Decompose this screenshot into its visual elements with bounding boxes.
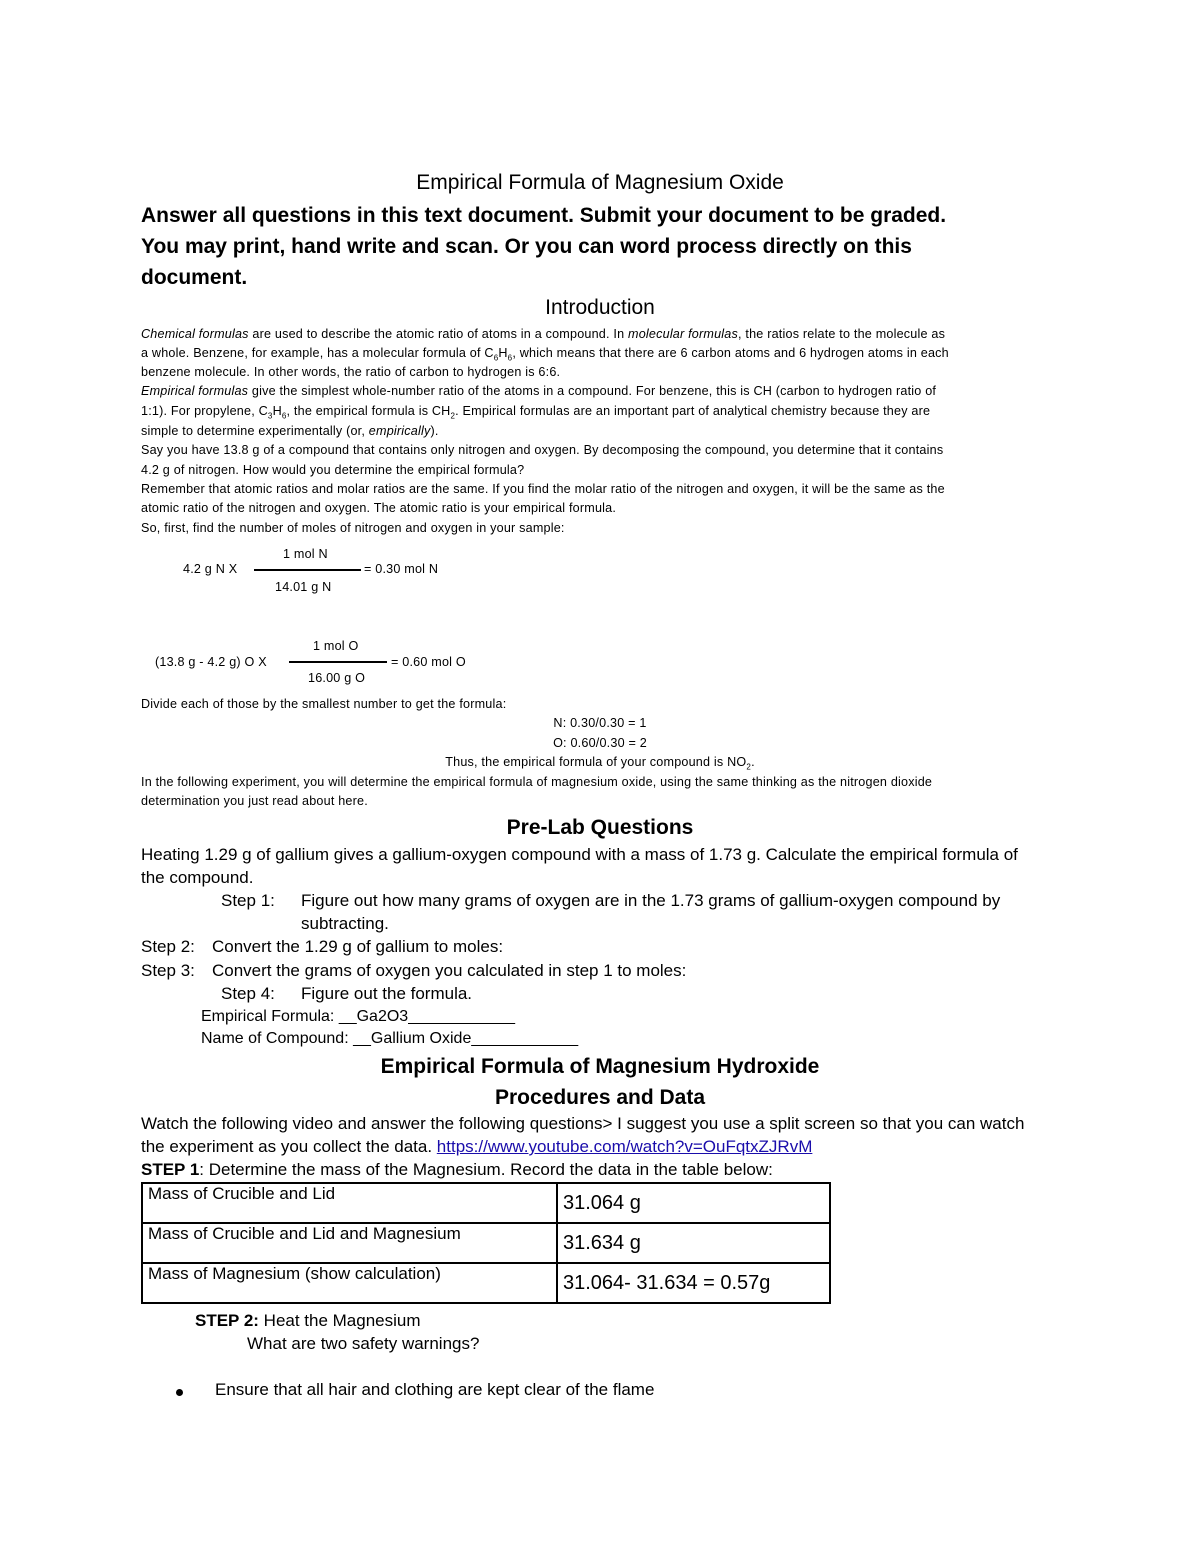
step1-instruction xyxy=(141,1160,773,1180)
step1-label: Step 1: xyxy=(221,891,275,910)
step2-label: Step 2: xyxy=(141,937,195,956)
prelab-question-line-1: Heating 1.29 g of gallium gives a gallium-oxygen compound with a mass of 1.73 g. Calculate the empirical formula of xyxy=(141,845,1018,864)
intro-line-9: Remember that atomic ratios and molar ratios are the same. If you find the molar ratio of the nitrogen and oxygen, it will be the same as the xyxy=(141,482,945,496)
step4-label: Step 4: xyxy=(221,984,275,1003)
watch-text: the experiment as you collect the data. xyxy=(141,1137,437,1156)
compound-name-answer[interactable] xyxy=(201,1030,578,1048)
o-ratio: O: 0.60/0.30 = 2 xyxy=(553,736,647,750)
safety-question: What are two safety warnings? xyxy=(247,1334,480,1353)
intro-text: ). xyxy=(430,424,439,438)
empirical-formula-value[interactable]: __Ga2O3____________ xyxy=(338,1008,515,1025)
magnesium-mass-table xyxy=(141,1182,831,1304)
subscript: 3 xyxy=(267,411,273,421)
step4-text: Figure out the formula. xyxy=(301,984,473,1003)
bullet-icon xyxy=(176,1389,183,1396)
eq-n-numerator: 1 mol N xyxy=(283,547,328,561)
intro-line-3: benzene molecule. In other words, the ratio of carbon to hydrogen is 6:6. xyxy=(141,365,561,379)
divide-intro: Divide each of those by the smallest number to get the formula: xyxy=(141,697,507,711)
intro-text: are used to describe the atomic ratio of atoms in a compound. In xyxy=(248,327,629,341)
document-title: Empirical Formula of Magnesium Oxide xyxy=(416,171,784,194)
subscript: 2 xyxy=(746,762,752,772)
intro-line-5 xyxy=(141,404,930,421)
watch-line-2 xyxy=(141,1137,812,1157)
intro-text: , which means that there are 6 carbon atoms and 6 hydrogen atoms in each xyxy=(512,346,949,360)
table-row xyxy=(142,1183,830,1223)
table-row xyxy=(142,1263,830,1303)
intro-line-7: Say you have 13.8 g of a compound that contains only nitrogen and oxygen. By decomposing the compound, you determine that it contains xyxy=(141,443,944,457)
term-molecular-formulas: molecular formulas xyxy=(628,327,738,341)
subscript: 6 xyxy=(281,411,287,421)
procedures-heading-1: Empirical Formula of Magnesium Hydroxide xyxy=(380,1055,820,1078)
intro-line-11: So, first, find the number of moles of nitrogen and oxygen in your sample: xyxy=(141,521,565,535)
intro-line-10: atomic ratio of the nitrogen and oxygen. The atomic ratio is your empirical formula. xyxy=(141,501,617,515)
step2-instruction-text: Heat the Magnesium xyxy=(258,1311,421,1330)
intro-text: , the ratios relate to the molecule as xyxy=(738,327,946,341)
step1-text-cont: subtracting. xyxy=(301,914,389,933)
intro-line-2 xyxy=(141,346,949,363)
empirical-formula-label: Empirical Formula: xyxy=(201,1008,339,1025)
step1-heading: STEP 1 xyxy=(141,1160,200,1179)
intro-text: give the simplest whole-number ratio of the atoms in a compound. For benzene, this is CH (carbon to hydrogen ratio of xyxy=(248,384,937,398)
subscript: 6 xyxy=(493,353,499,363)
eq-n-result: = 0.30 mol N xyxy=(364,562,439,576)
result-text: . xyxy=(751,755,755,769)
intro-text: a whole. Benzene, for example, has a molecular formula of C xyxy=(141,346,494,360)
intro-line-4 xyxy=(141,384,936,398)
video-link[interactable]: https://www.youtube.com/watch?v=OuFqtxZJRvM xyxy=(436,1137,813,1156)
table-row xyxy=(142,1223,830,1263)
safety-answer-1[interactable]: Ensure that all hair and clothing are kept clear of the flame xyxy=(215,1380,655,1399)
step2-instruction xyxy=(195,1311,421,1331)
eq-n-left: 4.2 g N X xyxy=(183,562,238,576)
term-empirical-formulas: Empirical formulas xyxy=(141,384,249,398)
subscript: 6 xyxy=(507,353,513,363)
step2-text: Convert the 1.29 g of gallium to moles: xyxy=(212,937,504,956)
step1-text: Figure out how many grams of oxygen are in the 1.73 grams of gallium-oxygen compound by xyxy=(301,891,1001,910)
following-line-2: determination you just read about here. xyxy=(141,794,368,808)
table-value-cell[interactable]: 31.064 g xyxy=(557,1183,830,1223)
compound-name-value[interactable]: __Gallium Oxide____________ xyxy=(353,1030,579,1047)
term-chemical-formulas: Chemical formulas xyxy=(141,327,249,341)
eq-n-denominator: 14.01 g N xyxy=(275,580,332,594)
intro-text: . Empirical formulas are an important part of analytical chemistry because they are xyxy=(455,404,931,418)
instructions-line-3: document. xyxy=(141,266,248,289)
table-label-cell: Mass of Magnesium (show calculation) xyxy=(142,1263,557,1303)
intro-line-1 xyxy=(141,327,945,341)
empirical-result xyxy=(0,755,1200,772)
empirical-formula-answer[interactable] xyxy=(201,1008,515,1026)
introduction-heading: Introduction xyxy=(545,296,655,319)
watch-line-1: Watch the following video and answer the following questions> I suggest you use a split screen so that you can watch xyxy=(141,1114,1025,1133)
intro-line-6 xyxy=(141,424,439,438)
intro-text: , the empirical formula is CH xyxy=(286,404,451,418)
table-label-cell: Mass of Crucible and Lid xyxy=(142,1183,557,1223)
step3-label: Step 3: xyxy=(141,961,195,980)
compound-name-label: Name of Compound: xyxy=(201,1030,354,1047)
table-value-cell[interactable]: 31.064- 31.634 = 0.57g xyxy=(557,1263,830,1303)
eq-o-numerator: 1 mol O xyxy=(313,639,359,653)
term-empirically: empirically xyxy=(368,424,431,438)
intro-text: simple to determine experimentally (or, xyxy=(141,424,369,438)
table-value-cell[interactable]: 31.634 g xyxy=(557,1223,830,1263)
eq-o-result: = 0.60 mol O xyxy=(391,655,466,669)
eq-o-denominator: 16.00 g O xyxy=(308,671,366,685)
instructions-line-2: You may print, hand write and scan. Or you can word process directly on this xyxy=(141,235,912,258)
intro-line-8: 4.2 g of nitrogen. How would you determine the empirical formula? xyxy=(141,463,525,477)
intro-text: 1:1). For propylene, C xyxy=(141,404,268,418)
prelab-question-line-2: the compound. xyxy=(141,868,254,887)
eq-o-fraction-bar xyxy=(289,661,387,663)
step2-heading: STEP 2: xyxy=(195,1311,259,1330)
eq-n-fraction-bar xyxy=(254,569,361,571)
result-text: Thus, the empirical formula of your compound is NO xyxy=(445,755,747,769)
procedures-heading-2: Procedures and Data xyxy=(494,1086,706,1109)
table-label-cell: Mass of Crucible and Lid and Magnesium xyxy=(142,1223,557,1263)
instructions-line-1: Answer all questions in this text document. Submit your document to be graded. xyxy=(141,204,947,227)
following-line-1: In the following experiment, you will determine the empirical formula of magnesium oxide, using the same thinking as the nitrogen dioxide xyxy=(141,775,933,789)
eq-o-left: (13.8 g - 4.2 g) O X xyxy=(155,655,267,669)
prelab-heading: Pre-Lab Questions xyxy=(506,816,694,839)
n-ratio: N: 0.30/0.30 = 1 xyxy=(553,716,647,730)
step3-text: Convert the grams of oxygen you calculated in step 1 to moles: xyxy=(212,961,687,980)
step1-instruction-text: : Determine the mass of the Magnesium. Record the data in the table below: xyxy=(199,1160,773,1179)
intro-text: H xyxy=(272,404,282,418)
subscript: 2 xyxy=(450,411,456,421)
intro-text: H xyxy=(498,346,508,360)
